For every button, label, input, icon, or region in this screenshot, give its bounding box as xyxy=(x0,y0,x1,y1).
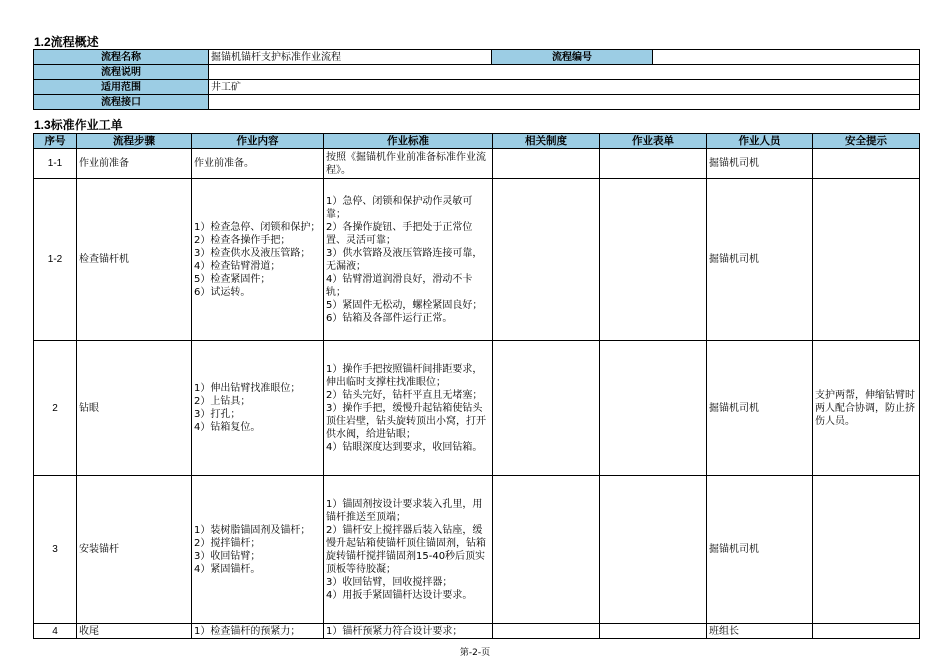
overview-label: 流程名称 xyxy=(34,50,209,65)
overview-row xyxy=(34,95,920,110)
overview-label: 适用范围 xyxy=(34,80,209,95)
sop-table xyxy=(33,133,920,639)
row-staff: 掘锚机司机 xyxy=(707,149,813,179)
overview-label: 流程接口 xyxy=(34,95,209,110)
row-form xyxy=(600,624,707,639)
overview-label: 流程说明 xyxy=(34,65,209,80)
sop-section-title: 1.3标准作业工单 xyxy=(34,118,123,132)
row-safety xyxy=(813,149,920,179)
row-safety xyxy=(813,624,920,639)
page-number: 第-2-页 xyxy=(459,648,491,658)
row-number: 3 xyxy=(34,476,77,624)
row-system xyxy=(493,624,600,639)
col-header: 相关制度 xyxy=(493,134,600,149)
overview-value[interactable]: 井工矿 xyxy=(209,80,920,95)
row-system xyxy=(493,341,600,476)
col-header: 流程步骤 xyxy=(77,134,192,149)
row-system xyxy=(493,179,600,341)
row-standard: 1）锚固剂按设计要求装入孔里，用锚杆推送至顶端； 2）锚杆安上搅拌器后装入钻座，缓慢升起钻箱使锚杆顶住锚固剂，钻箱旋转锚杆搅拌锚固剂15-40秒后顶实顶板等待胶凝； 3）收回钻臂，回收搅拌器； 4）用扳手紧固锚杆达设计要求。 xyxy=(324,476,493,624)
row-standard: 1）操作手把按照锚杆间排距要求，伸出临时支撑柱找准眼位； 2）钻头完好，钻杆平直且无堵塞； 3）操作手把，缓慢升起钻箱使钻头顶住岩壁，钻头旋转顶出小窝，打开供水阀，给进钻眼； 4）钻眼深度达到要求，收回钻箱。 xyxy=(324,341,493,476)
row-content: 作业前准备。 xyxy=(192,149,324,179)
row-staff: 掘锚机司机 xyxy=(707,341,813,476)
table-row xyxy=(34,149,920,179)
row-step: 作业前准备 xyxy=(77,149,192,179)
row-content: 1）伸出钻臂找准眼位； 2）上钻具； 3）打孔； 4）钻箱复位。 xyxy=(192,341,324,476)
overview-value[interactable] xyxy=(653,50,920,65)
row-standard: 按照《掘锚机作业前准备标准作业流程》。 xyxy=(324,149,493,179)
overview-value[interactable]: 掘锚机锚杆支护标准作业流程 xyxy=(209,50,492,65)
row-staff: 掘锚机司机 xyxy=(707,179,813,341)
row-safety: 支护两帮，伸缩钻臂时两人配合协调，防止挤伤人员。 xyxy=(813,341,920,476)
table-row xyxy=(34,341,920,476)
process-overview-table xyxy=(33,49,920,110)
row-system xyxy=(493,476,600,624)
sop-header-row xyxy=(34,134,920,149)
row-standard: 1）急停、闭锁和保护动作灵敏可靠； 2）各操作旋钮、手把处于正常位置、灵活可靠； 3）供水管路及液压管路连接可靠，无漏液； 4）钻臂滑道润滑良好，滑动不卡轨； 5）紧固件无松动，螺栓紧固良好； 6）钻箱及各部件运行正常。 xyxy=(324,179,493,341)
row-number: 1-1 xyxy=(34,149,77,179)
overview-row xyxy=(34,65,920,80)
row-content: 1）检查急停、闭锁和保护； 2）检查各操作手把； 3）检查供水及液压管路； 4）检查钻臂滑道； 5）检查紧固件； 6）试运转。 xyxy=(192,179,324,341)
row-form xyxy=(600,341,707,476)
row-safety xyxy=(813,476,920,624)
row-step: 安装锚杆 xyxy=(77,476,192,624)
table-row xyxy=(34,624,920,639)
overview-section-title: 1.2流程概述 xyxy=(34,35,99,49)
col-header: 安全提示 xyxy=(813,134,920,149)
row-number: 2 xyxy=(34,341,77,476)
col-header: 作业内容 xyxy=(192,134,324,149)
row-number: 4 xyxy=(34,624,77,639)
table-row xyxy=(34,476,920,624)
col-header: 作业标准 xyxy=(324,134,493,149)
row-standard: 1）锚杆预紧力符合设计要求； xyxy=(324,624,493,639)
overview-value[interactable] xyxy=(209,95,920,110)
row-system xyxy=(493,149,600,179)
overview-label: 流程编号 xyxy=(492,50,653,65)
row-safety xyxy=(813,179,920,341)
row-number: 1-2 xyxy=(34,179,77,341)
row-content: 1）检查锚杆的预紧力； xyxy=(192,624,324,639)
overview-row xyxy=(34,80,920,95)
row-staff: 班组长 xyxy=(707,624,813,639)
row-staff: 掘锚机司机 xyxy=(707,476,813,624)
row-step: 钻眼 xyxy=(77,341,192,476)
overview-value[interactable] xyxy=(209,65,920,80)
col-header: 作业表单 xyxy=(600,134,707,149)
table-row xyxy=(34,179,920,341)
row-step: 检查锚杆机 xyxy=(77,179,192,341)
col-header: 序号 xyxy=(34,134,77,149)
col-header: 作业人员 xyxy=(707,134,813,149)
overview-row xyxy=(34,50,920,65)
row-step: 收尾 xyxy=(77,624,192,639)
row-form xyxy=(600,179,707,341)
row-form xyxy=(600,149,707,179)
row-content: 1）装树脂锚固剂及锚杆； 2）搅拌锚杆； 3）收回钻臂； 4）紧固锚杆。 xyxy=(192,476,324,624)
row-form xyxy=(600,476,707,624)
